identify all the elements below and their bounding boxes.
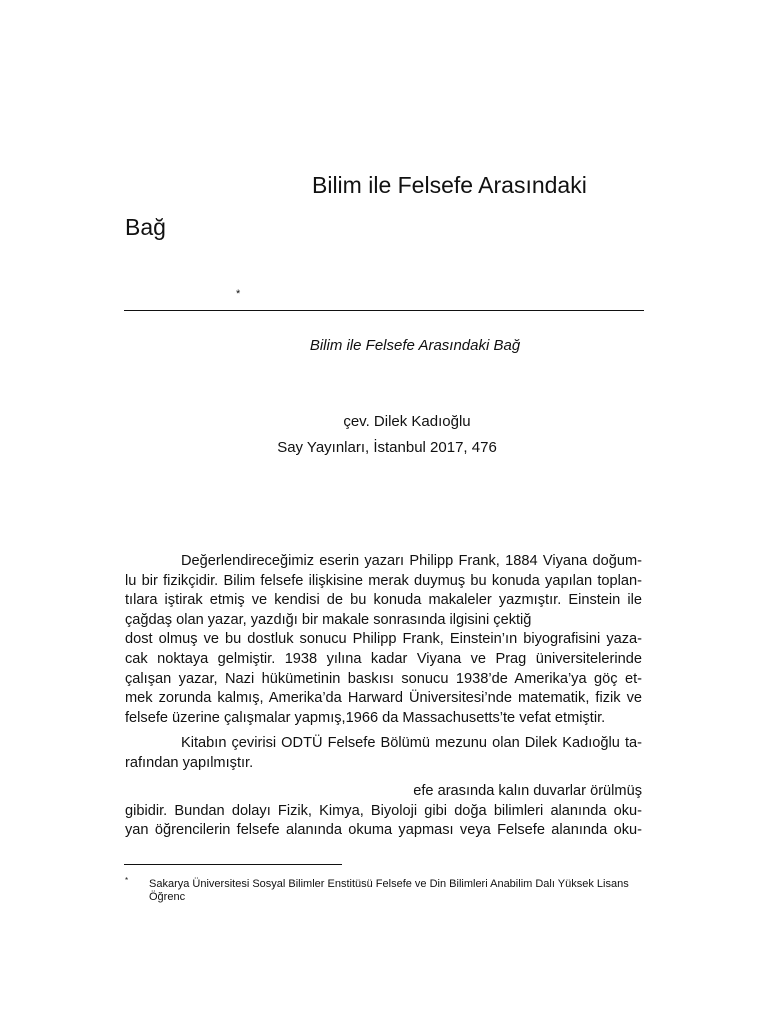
book-title: Bilim ile Felsefe Arasındaki Bağ xyxy=(309,337,521,354)
text-line: mek zorunda kalmış, Amerika’da Harward Üniversitesi’nde matematik, fizik ve xyxy=(125,690,642,707)
text-line: yan öğrencilerin felsefe alanında okuma yapması veya Felsefe alanında oku- xyxy=(125,822,642,839)
book-translator: çev. Dilek Kadıoğlu xyxy=(343,413,471,430)
text-line: cak noktaya gelmiştir. 1938 yılına kadar Viyana ve Prag üniversitelerinde xyxy=(125,650,642,667)
text-line: felsefe üzerine çalışmalar yapmış,1966 da Massachusetts’te vefat etmiştir. xyxy=(125,709,606,726)
footnote-divider xyxy=(124,864,342,865)
text-line: çalışan yazar, Nazi hükümetinin baskısı sonucu 1938’de Amerika’ya göç et- xyxy=(125,670,642,687)
article-title-continuation: Bağ xyxy=(125,214,166,240)
text-line: tılara iştirak etmiş ve kendisi de bu konuda makaleler yazmıştır. Einstein ile xyxy=(125,592,642,609)
body-paragraph-2 xyxy=(125,734,642,773)
text-line: gibidir. Bundan dolayı Fizik, Kimya, Biyoloji gibi doğa bilimleri alanında oku- xyxy=(125,802,642,819)
article-title: Bilim ile Felsefe Arasındaki xyxy=(312,172,587,198)
text-line: rafından yapılmıştır. xyxy=(125,754,254,771)
author-footnote-marker: * xyxy=(236,288,241,300)
text-line: efe arasında kalın duvarlar örülmüş xyxy=(413,783,642,799)
text-line: Değerlendireceğimiz eserin yazarı Philipp Frank, 1884 Viyana doğum- xyxy=(181,553,642,569)
text-line: lu bir fizikçidir. Bilim felsefe ilişkisine merak duymuş bu konuda yapılan toplan- xyxy=(125,572,642,589)
text-line: çağdaş olan yazar, yazdığı bir makale sonrasında ilgisini çektiğ xyxy=(125,611,532,628)
header-divider xyxy=(124,310,644,311)
body-paragraph-1 xyxy=(125,552,642,728)
body-paragraph-3 xyxy=(125,782,642,841)
footnote-marker: * xyxy=(125,876,129,885)
book-publisher: Say Yayınları, İstanbul 2017, 476 xyxy=(277,439,497,456)
text-line: dost olmuş ve bu dostluk sonucu Philipp Frank, Einstein’ın biyografisini yaza- xyxy=(125,631,642,648)
footnote-text: Sakarya Üniversitesi Sosyal Bilimler Enstitüsü Felsefe ve Din Bilimleri Anabilim Dalı Yüksek Lisans Öğrenc xyxy=(149,878,629,903)
text-line: Kitabın çevirisi ODTÜ Felsefe Bölümü mezunu olan Dilek Kadıoğlu ta- xyxy=(181,735,642,751)
